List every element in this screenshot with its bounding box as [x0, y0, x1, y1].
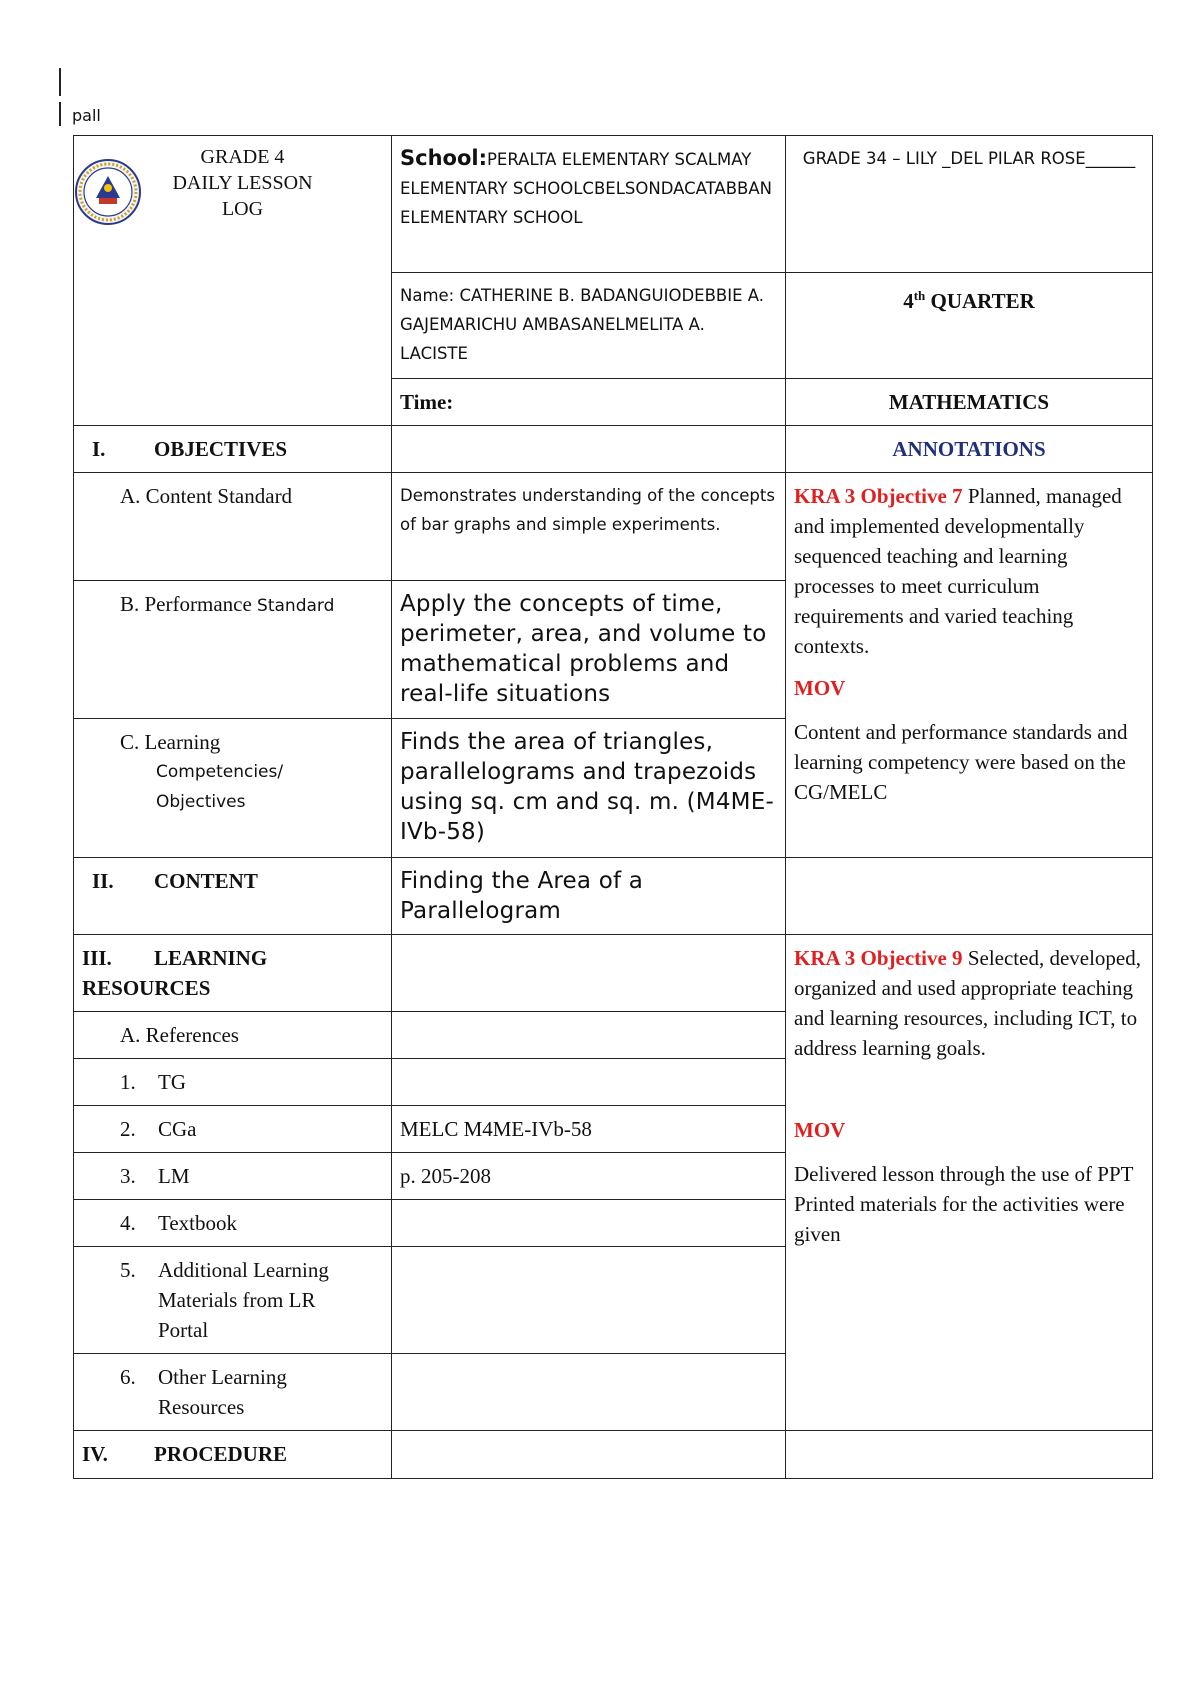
quarter-suffix: th [913, 288, 926, 303]
learning-resources-label-a: LEARNING [154, 946, 268, 970]
resource-item-value-cell [392, 1354, 786, 1431]
resource-item-value-cell [392, 1247, 786, 1354]
content-standard-row [74, 473, 1153, 581]
resource-item-number: 2. [120, 1117, 136, 1141]
content-standard-value: Demonstrates understanding of the concepts of bar graphs and simple experiments. [400, 486, 775, 534]
resource-item-value-cell [392, 1153, 786, 1200]
cursor-bar-bottom [59, 102, 61, 126]
objectives-roman: I. [92, 437, 106, 461]
quarter-number: 4 [903, 289, 914, 313]
procedure-label-cell [74, 1431, 392, 1479]
resource-item-label-cell [74, 1059, 392, 1106]
learning-competencies-value: Finds the area of triangles, parallelograms and trapezoids using sq. cm and sq. m. (M4ME-IVb-58) [400, 729, 774, 845]
resource-item-number: 4. [120, 1211, 136, 1235]
objective9-text: Selected, developed, organized and used appropriate teaching and learning resources, including ICT, to address learning goals. [794, 946, 1141, 1060]
objectives-empty-cell [392, 426, 786, 473]
resource-item-label-cell [74, 1200, 392, 1247]
resource-item-value-cell [392, 1059, 786, 1106]
performance-standard-value: Apply the concepts of time, perimeter, area, and volume to mathematical problems and real-life situations [400, 591, 767, 707]
objectives-row [74, 426, 1153, 473]
daily-lesson-log-table [73, 135, 1153, 1479]
performance-standard-label-cell [74, 581, 392, 719]
subject: MATHEMATICS [888, 390, 1050, 414]
content-label-cell [74, 858, 392, 935]
resource-item-number: 6. [120, 1365, 136, 1389]
time-cell [392, 379, 786, 426]
cursor-bar-top [59, 68, 61, 96]
grade-section-cell [786, 136, 1153, 273]
name-cell [392, 273, 786, 379]
grade-section: GRADE 34 – LILY _DEL PILAR ROSE______ [802, 149, 1136, 168]
grade-title-line-2: DAILY LESSON [172, 172, 313, 194]
objective7-mov-label: MOV [794, 676, 846, 700]
school-value: PERALTA ELEMENTARY SCALMAY ELEMENTARY SCHOOLCBELSONDACATABBAN ELEMENTARY SCHOOL [400, 150, 772, 227]
learning-resources-label-b: RESOURCES [82, 976, 211, 1000]
performance-standard-label-a: B. Performance [120, 592, 258, 616]
content-label: CONTENT [154, 869, 258, 893]
references-label: A. References [120, 1023, 239, 1047]
resource-item-value-cell [392, 1106, 786, 1153]
resource-item-label-cell [74, 1354, 392, 1431]
procedure-roman: IV. [82, 1442, 108, 1466]
resource-item-label: TG [158, 1070, 186, 1094]
learning-competencies-label-c: Objectives [156, 792, 246, 812]
annotations-header: ANNOTATIONS [892, 437, 1046, 461]
references-label-cell [74, 1012, 392, 1059]
objective9-mov-label: MOV [794, 1118, 846, 1142]
content-standard-label: A. Content Standard [120, 484, 293, 508]
content-standard-value-cell [392, 473, 786, 581]
resource-item-label: CGa [158, 1117, 197, 1141]
resource-item-label: LM [158, 1164, 190, 1188]
resource-item-label: Other Learning Resources [158, 1365, 287, 1419]
objectives-label-cell [74, 426, 392, 473]
learning-competencies-label-b: Competencies/ [156, 762, 284, 782]
learning-competencies-label-a: C. Learning [120, 730, 221, 754]
header-row-school [74, 136, 1153, 273]
resource-item-value-cell [392, 1200, 786, 1247]
content-standard-label-cell [74, 473, 392, 581]
learning-resources-roman: III. [82, 946, 112, 970]
performance-standard-value-cell [392, 581, 786, 719]
objective7-kra: KRA 3 Objective 7 [794, 484, 963, 508]
content-value-cell [392, 858, 786, 935]
learning-resources-row [74, 935, 1153, 1012]
school-cell [392, 136, 786, 273]
references-value-cell [392, 1012, 786, 1059]
procedure-annotation-cell [786, 1431, 1153, 1479]
quarter-label: QUARTER [925, 289, 1035, 313]
resource-item-value: MELC M4ME-IVb-58 [400, 1117, 592, 1141]
teacher-names: Name: CATHERINE B. BADANGUIODEBBIE A. GAJEMARICHU AMBASANELMELITA A. LACISTE [400, 286, 764, 363]
quarter-cell [786, 273, 1153, 379]
time-label: Time: [400, 390, 454, 414]
learning-resources-empty-cell [392, 935, 786, 1012]
resource-item-value: p. 205-208 [400, 1164, 491, 1188]
objective9-annotation-cell [786, 935, 1153, 1431]
school-label: School: [400, 146, 487, 170]
learning-resources-label-cell [74, 935, 392, 1012]
content-row [74, 858, 1153, 935]
objective7-mov-text: Content and performance standards and learning competency were based on the CG/MELC [794, 720, 1128, 804]
top-note: pall [72, 106, 101, 125]
resource-item-label: Additional Learning Materials from LR Portal [158, 1258, 329, 1342]
objective9-mov-text: Delivered lesson through the use of PPT Printed materials for the activities were given [794, 1162, 1134, 1246]
performance-standard-label-b: Standard [257, 596, 335, 616]
objective7-text: Planned, managed and implemented developmentally sequenced teaching and learning processes to meet curriculum requirements and varied teaching contexts. [794, 484, 1122, 658]
annotations-header-cell [786, 426, 1153, 473]
learning-competencies-label-cell [74, 719, 392, 858]
content-value: Finding the Area of a Parallelogram [400, 868, 644, 924]
resource-item-label-cell [74, 1106, 392, 1153]
deped-seal-icon [74, 158, 142, 226]
procedure-row [74, 1431, 1153, 1479]
objectives-label: OBJECTIVES [154, 437, 288, 461]
grade-title-line-3: LOG [221, 198, 264, 220]
procedure-label: PROCEDURE [154, 1442, 288, 1466]
resource-item-number: 1. [120, 1070, 136, 1094]
content-roman: II. [92, 869, 114, 893]
objective7-annotation-cell [786, 473, 1153, 858]
resource-item-number: 5. [120, 1258, 136, 1282]
procedure-value-cell [392, 1431, 786, 1479]
grade-title-line-1: GRADE 4 [200, 146, 285, 168]
resource-item-label-cell [74, 1247, 392, 1354]
resource-item-number: 3. [120, 1164, 136, 1188]
subject-cell [786, 379, 1153, 426]
resource-item-label-cell [74, 1153, 392, 1200]
objective9-kra: KRA 3 Objective 9 [794, 946, 963, 970]
grade-title-cell [74, 136, 392, 426]
resource-item-label: Textbook [158, 1211, 238, 1235]
content-annotation-cell [786, 858, 1153, 935]
learning-competencies-value-cell [392, 719, 786, 858]
